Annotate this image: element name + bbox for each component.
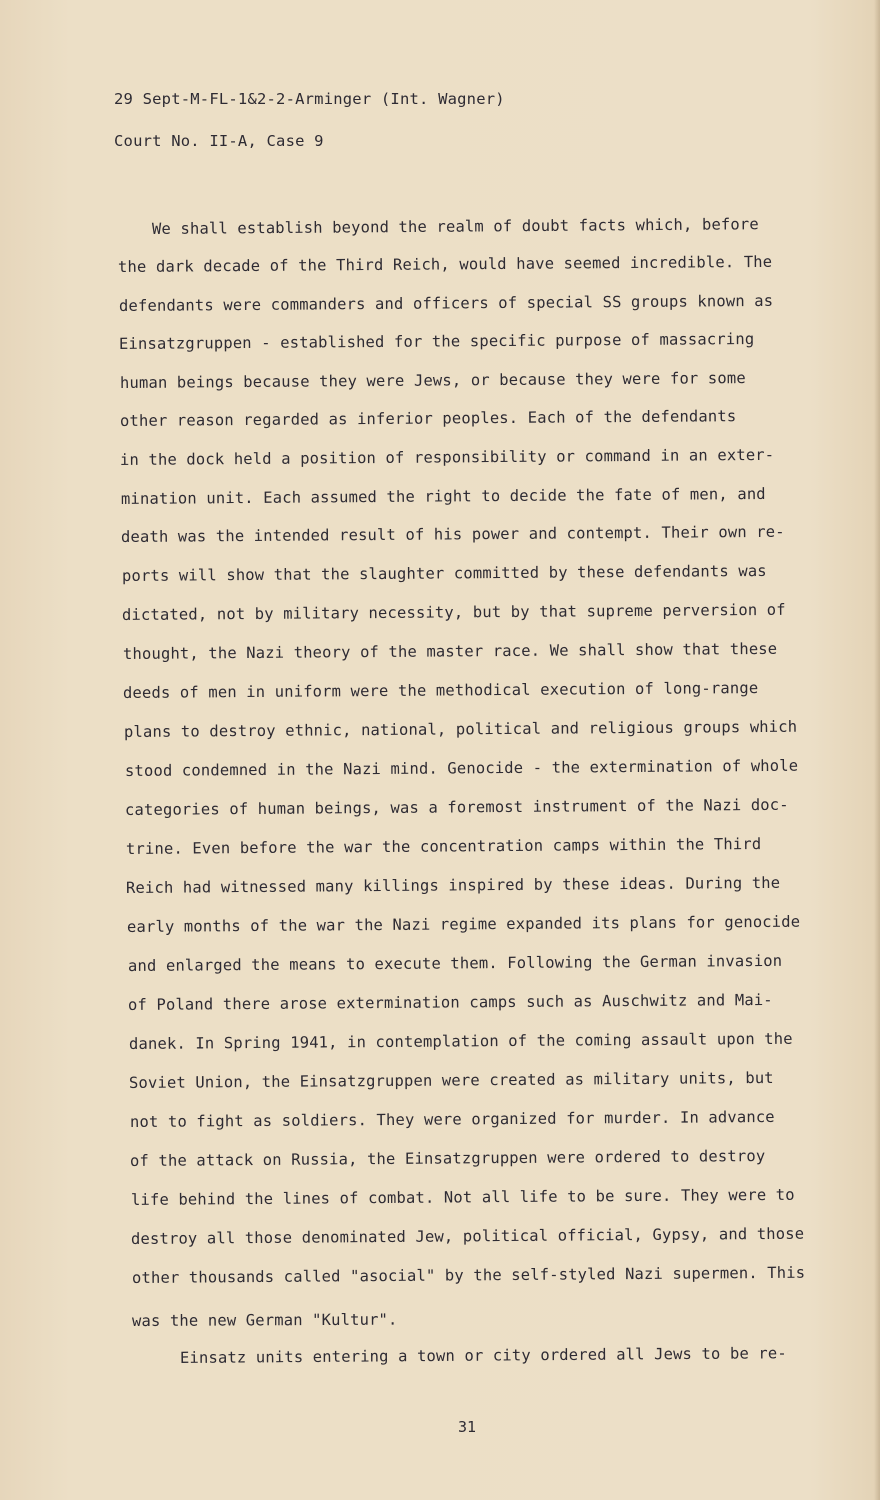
text-line: of the attack on Russia, the Einsatzgruppen were ordered to destroy <box>129 1147 766 1170</box>
text-line: destroy all those denominated Jew, political official, Gypsy, and those <box>130 1224 805 1248</box>
text-line: of Poland there arose extermination camps such as Auschwitz and Mai- <box>127 990 773 1014</box>
page-number: 31 <box>457 1418 477 1436</box>
text-line: Reich had witnessed many killings inspired by these ideas. During the <box>125 873 781 897</box>
text-line: categories of human beings, was a foremost instrument of the Nazi doc- <box>124 795 789 819</box>
text-line: human beings because they were Jews, or because they were for some <box>119 369 746 392</box>
text-line: other thousands called "asocial" by the self-styled Nazi supermen. This <box>131 1263 806 1287</box>
page-edge-shadow <box>874 0 880 1500</box>
text-line: stood condemned in the Nazi mind. Genocide - the extermination of whole <box>124 756 799 780</box>
text-line: danek. In Spring 1941, in contemplation of the coming assault upon the <box>128 1029 793 1053</box>
text-line: dictated, not by military necessity, but by that supreme perversion of <box>121 600 786 624</box>
text-line: plans to destroy ethnic, national, political and religious groups which <box>123 717 798 741</box>
text-line: was the new German "Kultur". <box>131 1310 398 1330</box>
text-line: Einsatz units entering a town or city ordered all Jews to be re- <box>179 1344 787 1367</box>
text-line: mination unit. Each assumed the right to decide the fate of men, and <box>120 484 766 508</box>
text-line: other reason regarded as inferior peoples. Each of the defendants <box>119 407 737 430</box>
text-line: ports will show that the slaughter committed by these defendants was <box>121 561 767 585</box>
text-line: We shall establish beyond the realm of doubt facts which, before <box>151 215 759 238</box>
text-line: the dark decade of the Third Reich, would have seemed incredible. The <box>117 252 773 276</box>
text-line: life behind the lines of combat. Not all life to be sure. They were to <box>130 1185 795 1209</box>
text-line: not to fight as soldiers. They were organized for murder. In advance <box>129 1107 775 1131</box>
text-line: Einsatzgruppen - established for the specific purpose of massacring <box>118 330 755 353</box>
text-line: Soviet Union, the Einsatzgruppen were created as military units, but <box>128 1068 774 1092</box>
text-line: thought, the Nazi theory of the master race. We shall show that these <box>122 639 778 663</box>
text-line: and enlarged the means to execute them. Following the German invasion <box>127 951 783 975</box>
text-line: defendants were commanders and officers of special SS groups known as <box>118 291 774 315</box>
reference-line: 29 Sept-M-FL-1&2-2-Arminger (Int. Wagner) <box>114 90 505 108</box>
text-line: trine. Even before the war the concentration camps within the Third <box>125 835 762 858</box>
text-line: early months of the war the Nazi regime expanded its plans for genocide <box>126 912 801 936</box>
text-line: death was the intended result of his power and contempt. Their own re- <box>120 522 785 546</box>
text-line: in the dock held a position of responsibility or command in an exter- <box>119 445 775 469</box>
text-line: deeds of men in uniform were the methodical execution of long-range <box>122 679 759 702</box>
court-line: Court No. II-A, Case 9 <box>114 132 324 150</box>
